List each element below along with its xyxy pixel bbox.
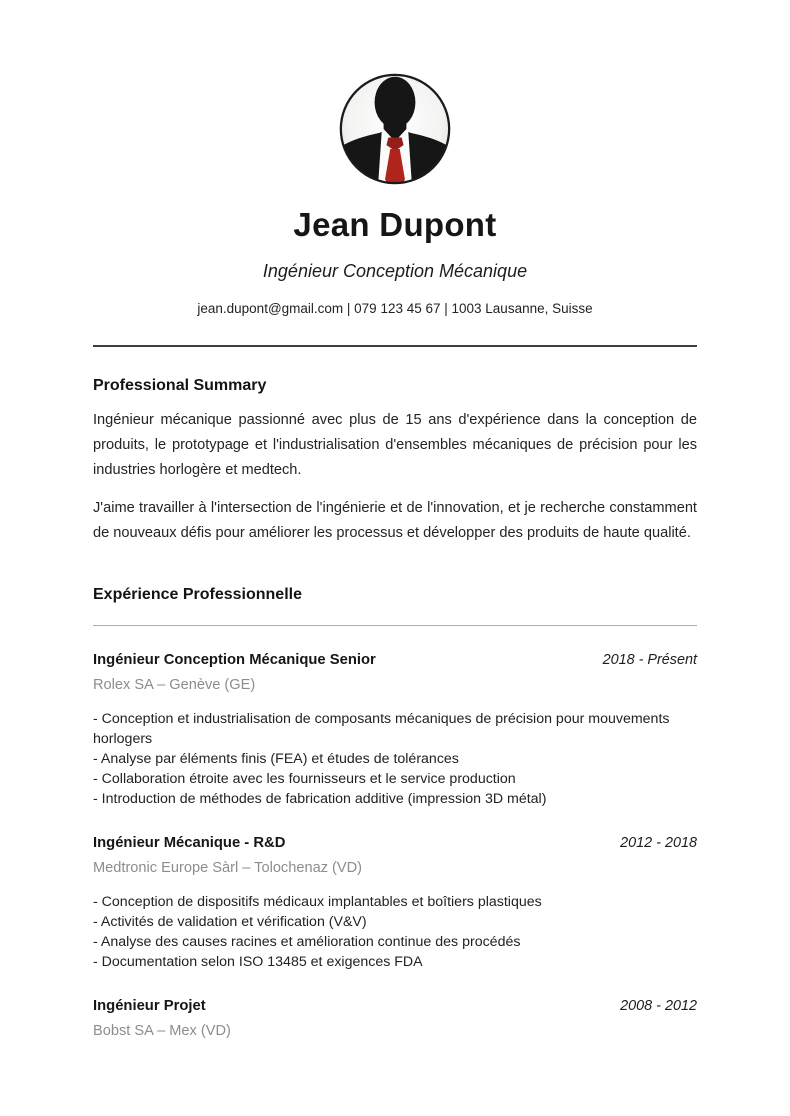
bullet-item: - Conception et industrialisation de composants mécaniques de précision pour mouvements horlogers [93, 711, 670, 747]
job-title-subtitle: Ingénieur Conception Mécanique [262, 261, 528, 281]
bullet-item: - Analyse par éléments finis (FEA) et études de tolérances [93, 751, 459, 767]
avatar [93, 0, 697, 186]
job-company: Bobst SA – Mex (VD) [93, 1023, 231, 1039]
summary-heading: Professional Summary [93, 377, 267, 394]
job-entry [93, 652, 697, 809]
job-entry [93, 835, 697, 972]
bullet-item: - Conception de dispositifs médicaux implantables et boîtiers plastiques [93, 894, 542, 910]
job-title: Ingénieur Projet [93, 998, 206, 1014]
experience-heading: Expérience Professionnelle [93, 586, 302, 603]
job-dates: 2012 - 2018 [620, 835, 697, 851]
bullet-item: - Introduction de méthodes de fabrication additive (impression 3D métal) [93, 791, 547, 807]
job-company: Medtronic Europe Sàrl – Tolochenaz (VD) [93, 860, 363, 876]
job-head [93, 652, 697, 668]
job-entry [93, 998, 697, 1039]
job-dates: 2008 - 2012 [620, 998, 697, 1014]
bullet-item: - Documentation selon ISO 13485 et exigences FDA [93, 954, 423, 970]
job-head [93, 835, 697, 851]
summary-paragraph: J'aime travailler à l'intersection de l'ingénierie et de l'innovation, et je recherche constamment de nouveaux défis pour améliorer les processus et développer des produits de haute qualité. [93, 500, 697, 541]
job-dates: 2018 - Présent [602, 652, 697, 668]
job-company: Rolex SA – Genève (GE) [93, 677, 256, 693]
bullet-item: - Analyse des causes racines et amélioration continue des procédés [93, 934, 521, 950]
job-head [93, 998, 697, 1014]
job-bullets [93, 892, 697, 972]
bullet-item: - Collaboration étroite avec les fournisseurs et le service production [93, 771, 516, 787]
job-bullets [93, 709, 697, 809]
experience-divider [93, 625, 697, 626]
bullet-item: - Activités de validation et vérification (V&V) [93, 914, 367, 930]
job-title: Ingénieur Conception Mécanique Senior [93, 652, 376, 668]
person-silhouette-icon [338, 72, 452, 186]
job-title: Ingénieur Mécanique - R&D [93, 835, 286, 851]
header-divider [93, 345, 697, 347]
summary-paragraph: Ingénieur mécanique passionné avec plus de 15 ans d'expérience dans la conception de produits, le prototypage et l'industrialisation d'ensembles mécaniques de précision pour les industries horlogère et medtech. [93, 412, 697, 478]
contact-line: jean.dupont@gmail.com | 079 123 45 67 | 1003 Lausanne, Suisse [197, 301, 593, 316]
name-heading: Jean Dupont [293, 206, 497, 243]
